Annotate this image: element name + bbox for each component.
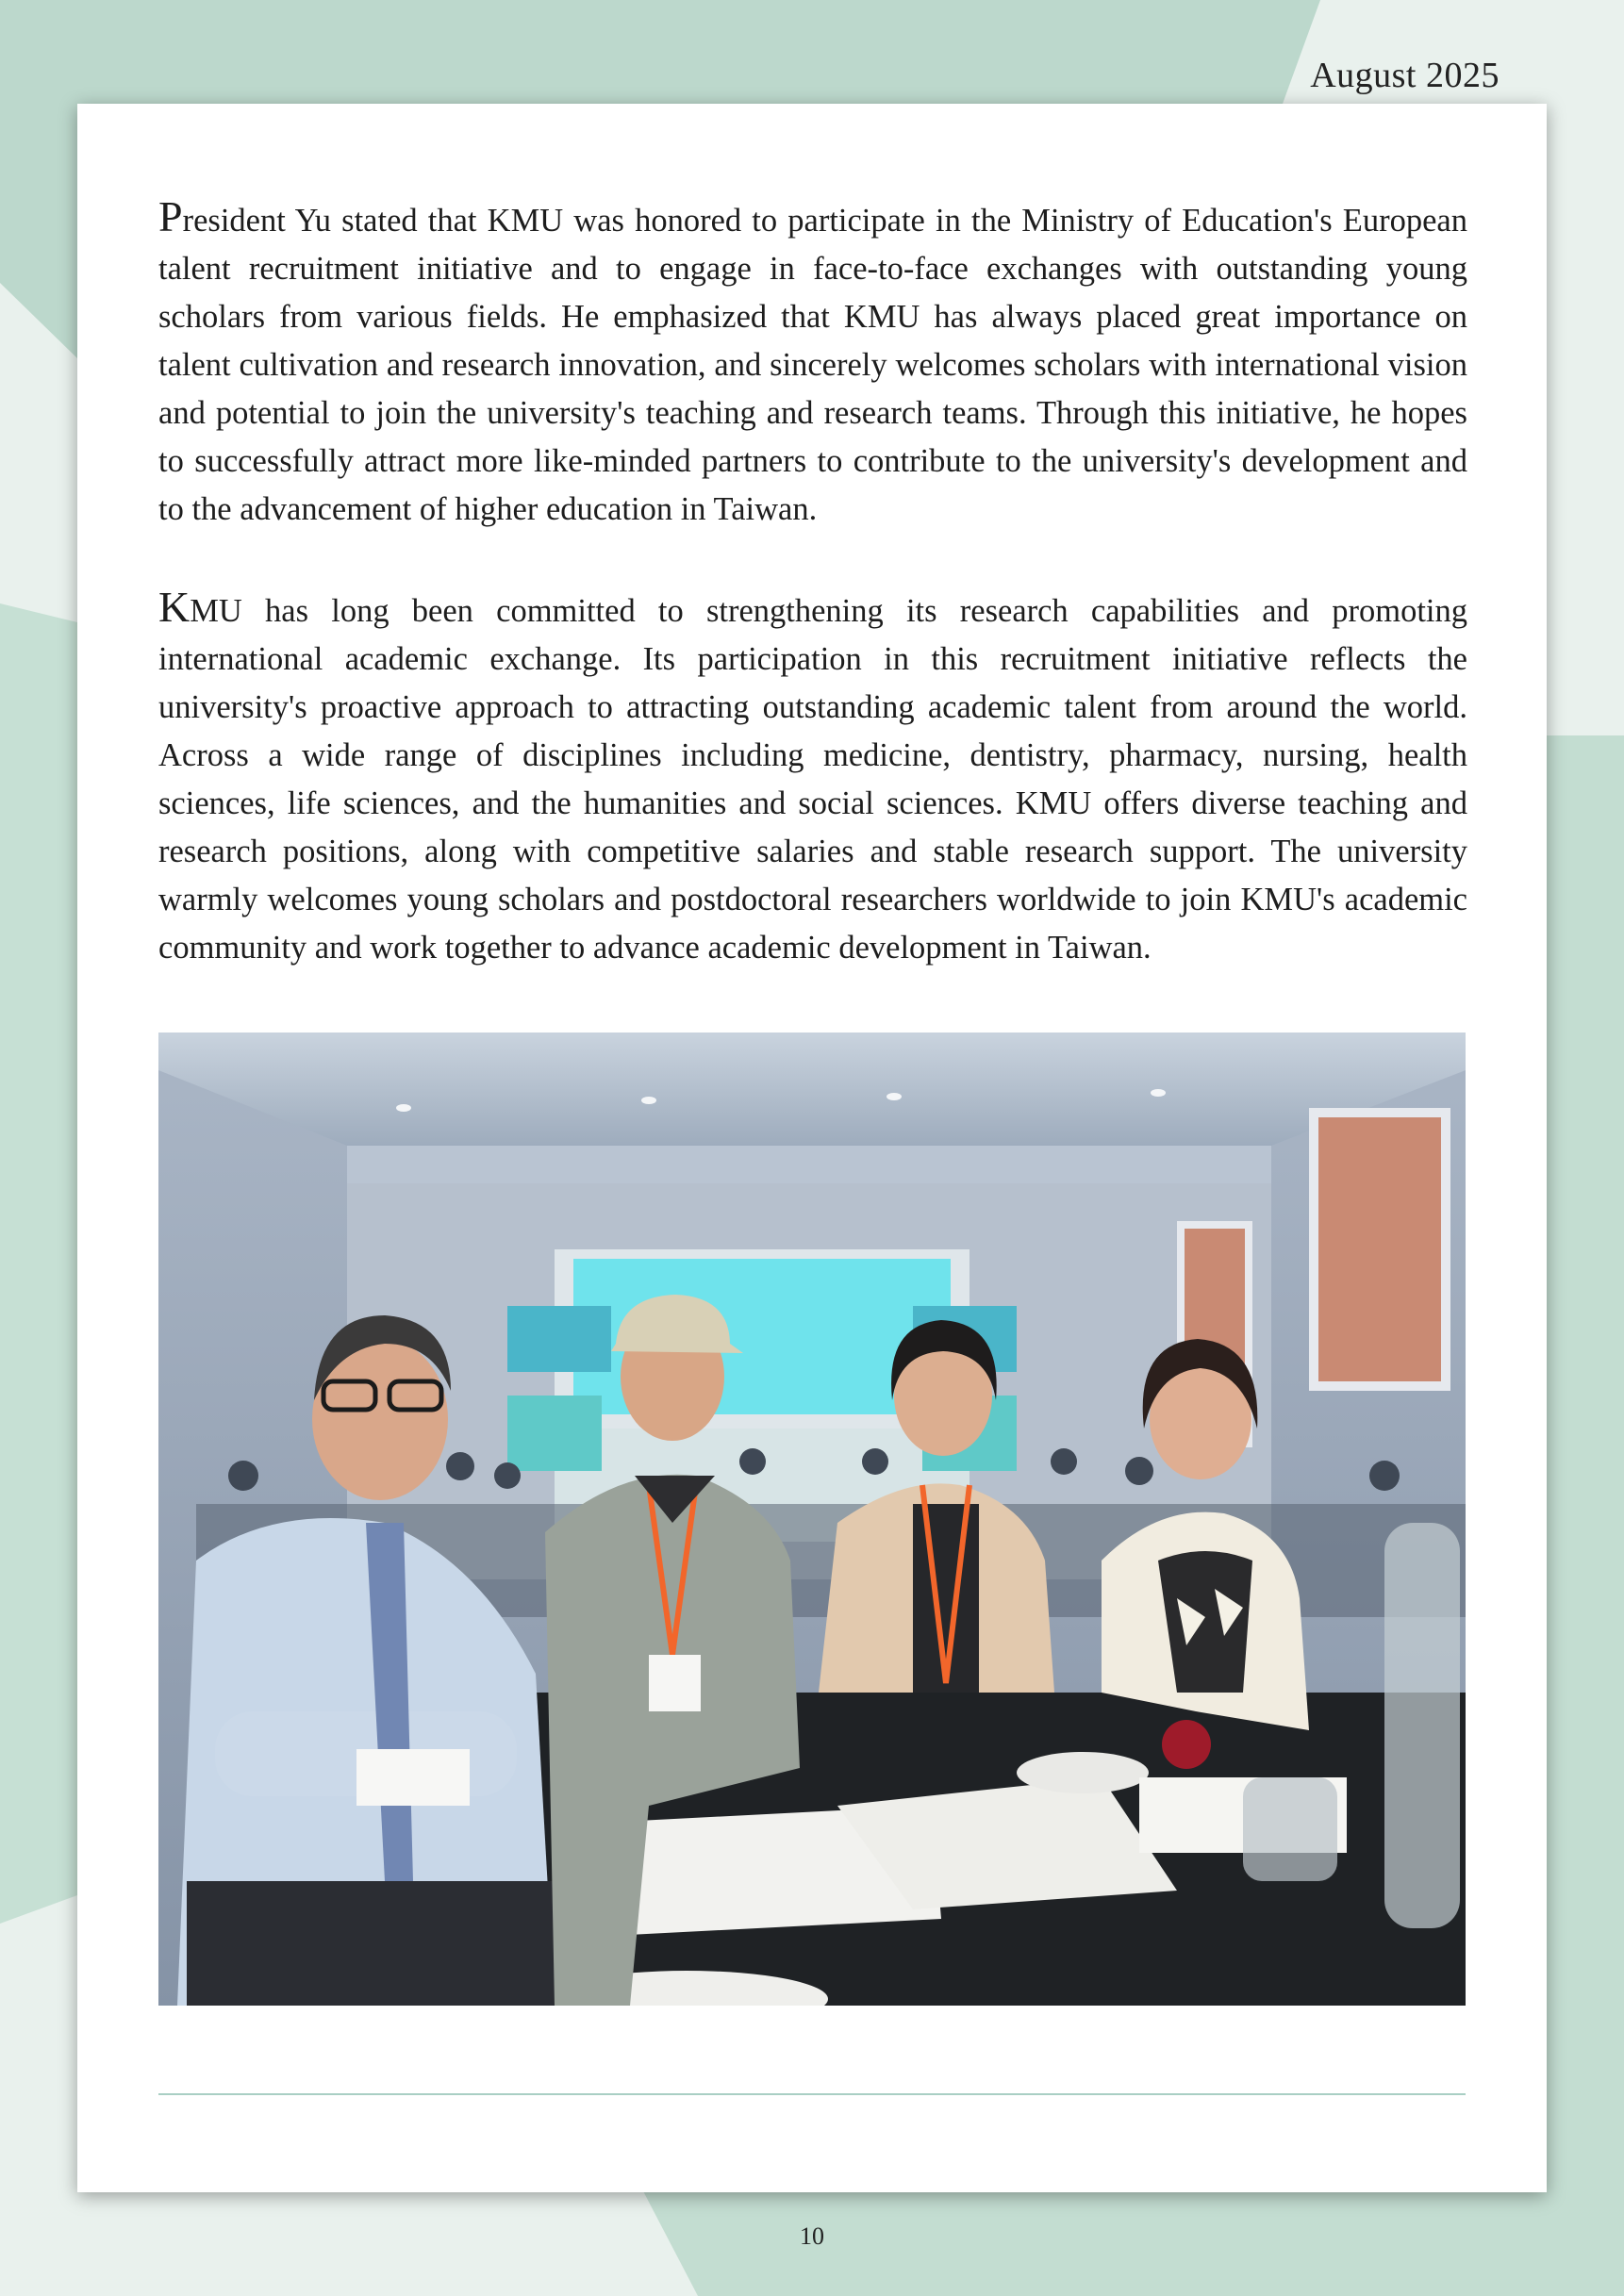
event-photo-illustration <box>158 1032 1466 2006</box>
event-photo <box>158 1032 1466 2006</box>
page-number: 10 <box>800 2222 824 2250</box>
article-paragraph-2: KMU has long been committed to strengthening its research capabilities and promoting international academic exchange. Its participation in this recruitment initiative reflects the university's proactive approach to attracting outstanding academic talent from around the world. Across a wide range of disciplines including medicine, dentistry, pharmacy, nursing, health sciences, life sciences, and the humanities and social sciences. KMU offers diverse teaching and research positions, along with competitive salaries and stable research support. The university warmly welcomes young scholars and postdoctoral researchers worldwide to join KMU's academic community and work together to advance academic development in Taiwan. <box>158 583 1467 966</box>
background-shape-left <box>0 603 85 1924</box>
content-card <box>77 104 1547 2192</box>
issue-date: August 2025 <box>1310 56 1500 95</box>
background-shape-right <box>1539 735 1624 2296</box>
footer-divider <box>158 2093 1466 2095</box>
article-paragraph-1: President Yu stated that KMU was honored to participate in the Ministry of Education's European talent recruitment initiative and to engage in face-to-face exchanges with outstanding young scholars from various fields. He emphasized that KMU has always placed great importance on talent cultivation and research innovation, and sincerely welcomes scholars with international vision and potential to join the university's teaching and research teams. Through this initiative, he hopes to successfully attract more like-minded partners to contribute to the university's development and to the advancement of higher education in Taiwan. <box>158 192 1467 527</box>
